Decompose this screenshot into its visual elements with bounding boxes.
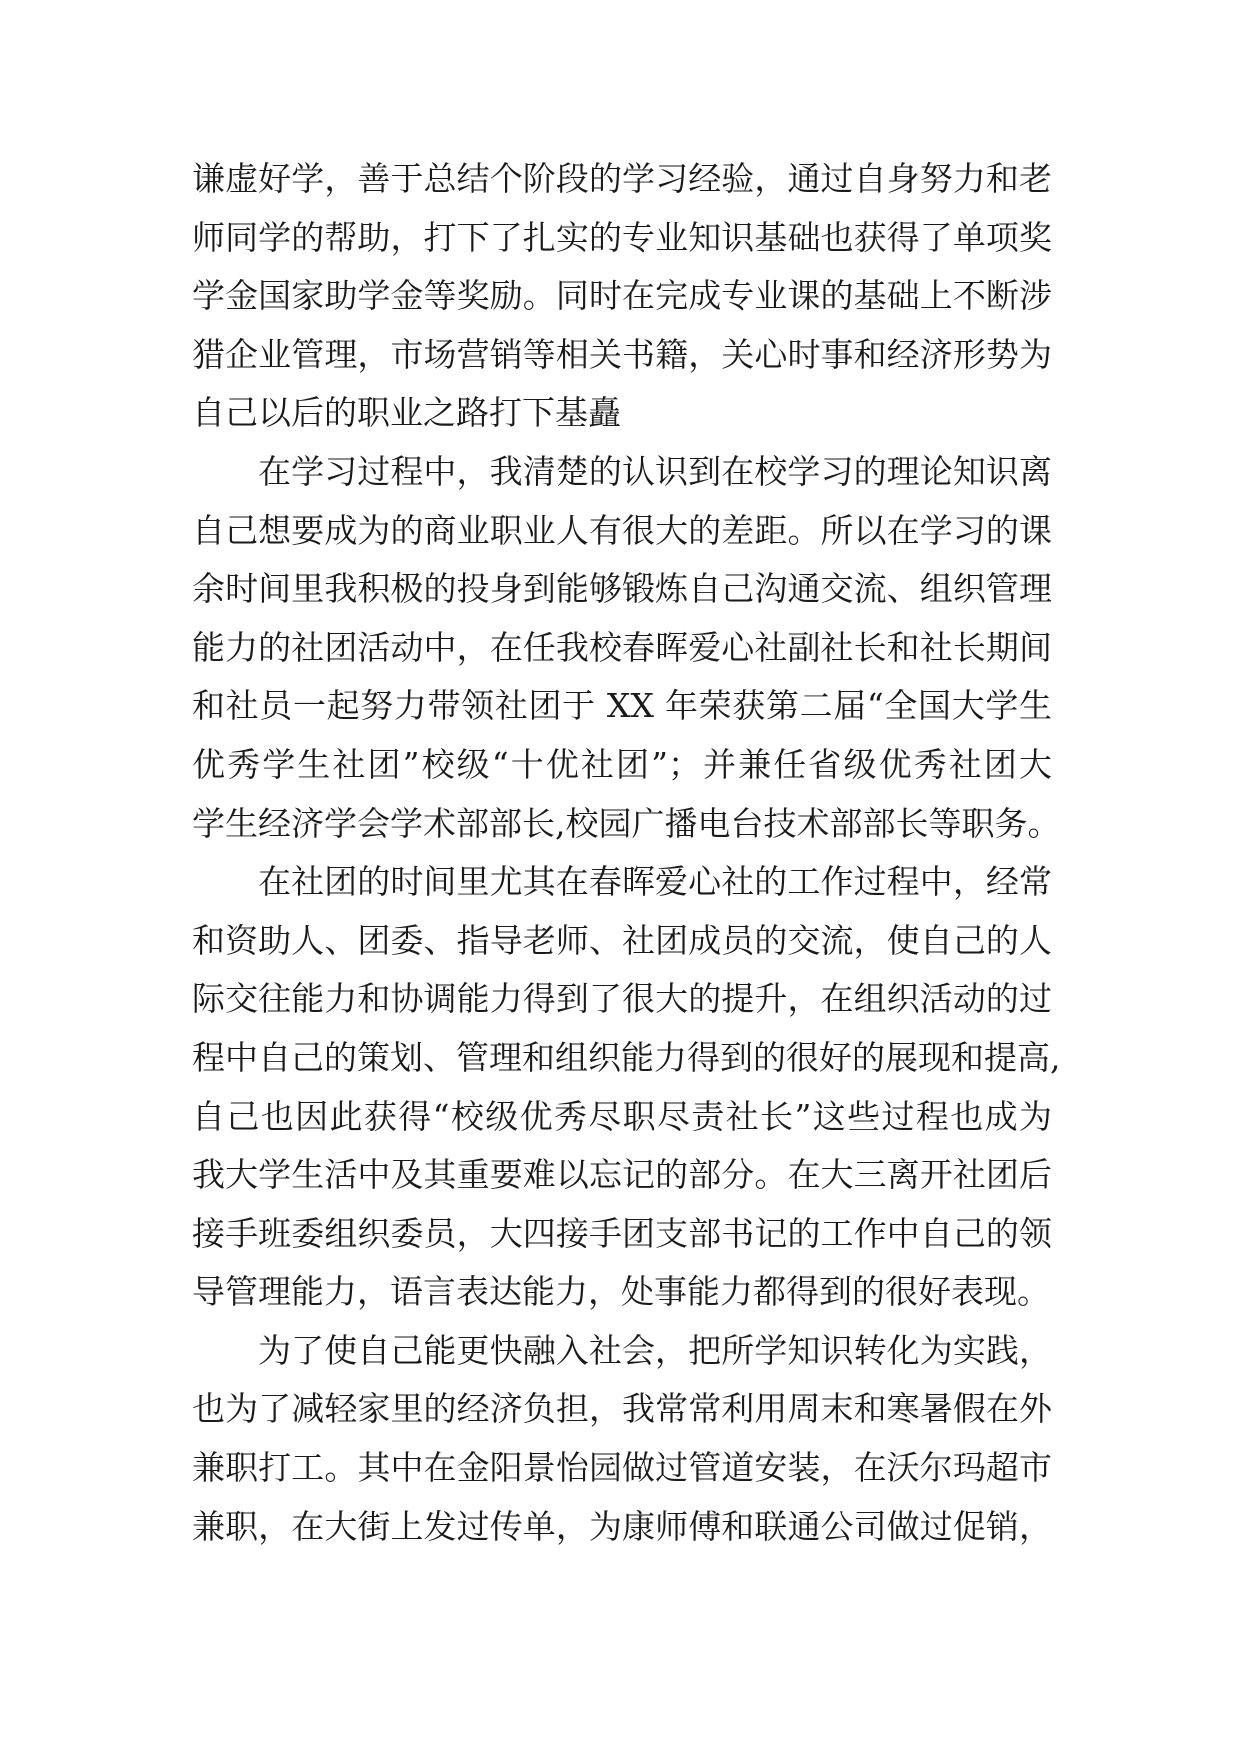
paragraph-first-line: 在学习过程中，我清楚的认识到在校学习的理论知识离	[258, 451, 1052, 491]
text-line: 际交往能力和协调能力得到了很大的提升，在组织活动的过	[192, 979, 1052, 1019]
text-line: 余时间里我积极的投身到能够锻炼自己沟通交流、组织管理	[192, 569, 1052, 609]
text-line: 兼职打工。其中在金阳景怡园做过管道安装，在沃尔玛超市	[192, 1448, 1052, 1488]
text-line: 和资助人、团委、指导老师、社团成员的交流，使自己的人	[192, 920, 1052, 960]
text-line: 接手班委组织委员，大四接手团支部书记的工作中自己的领	[192, 1213, 1052, 1253]
body-text	[192, 150, 1061, 1556]
text-line: 兼职，在大街上发过传单，为康师傅和联通公司做过促销，	[192, 1506, 1052, 1546]
paragraph-first-line: 为了使自己能更快融入社会，把所学知识转化为实践，	[258, 1330, 1052, 1370]
text-line: 和社员一起努力带领社团于 XX 年荣获第二届“全国大学生	[192, 686, 1052, 726]
text-line: 也为了减轻家里的经济负担，我常常利用周末和寒暑假在外	[192, 1389, 1052, 1429]
text-line: 猎企业管理，市场营销等相关书籍，关心时事和经济形势为	[192, 334, 1052, 374]
text-line: 自己想要成为的商业职业人有很大的差距。所以在学习的课	[192, 510, 1052, 550]
text-line: 优秀学生社团”校级“十优社团”；并兼任省级优秀社团大	[192, 744, 1052, 784]
text-line: 自己以后的职业之路打下基矗	[192, 393, 621, 433]
text-line: 导管理能力，语言表达能力，处事能力都得到的很好表现。	[192, 1272, 1050, 1312]
text-line: 学金国家助学金等奖励。同时在完成专业课的基础上不断涉	[192, 276, 1052, 316]
text-line: 程中自己的策划、管理和组织能力得到的很好的展现和提高,	[192, 1037, 1061, 1077]
paragraph-first-line: 在社团的时间里尤其在春晖爱心社的工作过程中，经常	[258, 862, 1052, 902]
text-line: 谦虚好学，善于总结个阶段的学习经验，通过自身努力和老	[192, 159, 1052, 198]
text-line: 能力的社团活动中，在任我校春晖爱心社副社长和社长期间	[192, 627, 1052, 667]
text-line: 自己也因此获得“校级优秀尽职尽责社长”这些过程也成为	[192, 1096, 1052, 1136]
text-line: 师同学的帮助，打下了扎实的专业知识基础也获得了单项奖	[192, 217, 1052, 257]
text-line: 我大学生活中及其重要难以忘记的部分。在大三离开社团后	[192, 1155, 1052, 1195]
text-line: 学生经济学会学术部部长,校园广播电台技术部部长等职务。	[192, 803, 1061, 843]
